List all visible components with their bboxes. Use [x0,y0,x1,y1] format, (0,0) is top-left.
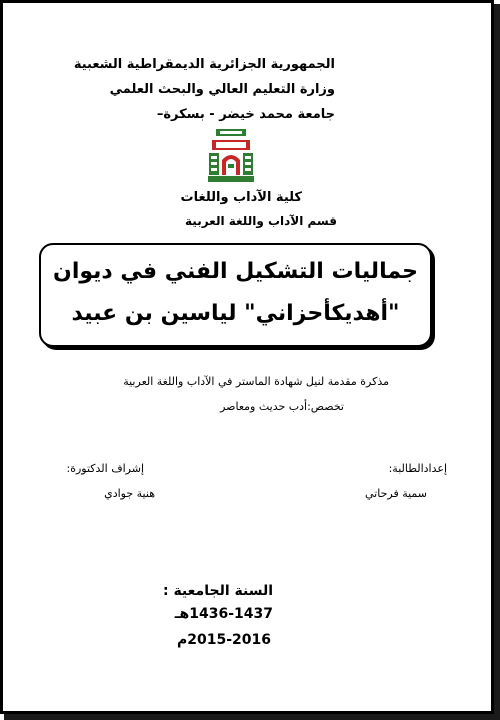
thesis-specialty: تخصص:أدب حديث ومعاصر [220,400,344,413]
academic-year-label: السنة الجامعية : [162,583,273,599]
header-republic: الجمهورية الجزائرية الديمقراطية الشعبية [73,57,335,72]
supervisor-label: إشراف الدكتورة: [66,462,144,475]
academic-year-hijri: 1436-1437هـ [174,606,273,622]
academic-year-gregorian: 2015-2016م [176,632,271,648]
thesis-purpose: مذكرة مقدمة لنيل شهادة الماستر في الآداب واللغة العربية [123,375,389,388]
page-shadow-bottom [4,714,500,720]
title-line-2: "أهديكأحزاني" لياسين بن عبيد [71,301,400,326]
supervisor-name: هنية جوادي [104,487,155,500]
header-university: جامعة محمد خيضر - بسكرة– [156,107,335,122]
page-shadow-right [494,4,500,720]
title-line-1: جماليات التشكيل الفني في ديوان [53,259,418,284]
department-name: قسم الآداب واللغة العربية [185,214,337,228]
header-ministry: وزارة التعليم العالي والبحث العلمي [109,82,335,97]
university-logo [206,126,256,184]
student-label: إعدادالطالبة: [388,462,447,475]
student-name: سمية فرحاتي [365,487,427,500]
faculty-name: كلية الآداب واللغات [180,190,302,205]
title-box [39,243,432,347]
